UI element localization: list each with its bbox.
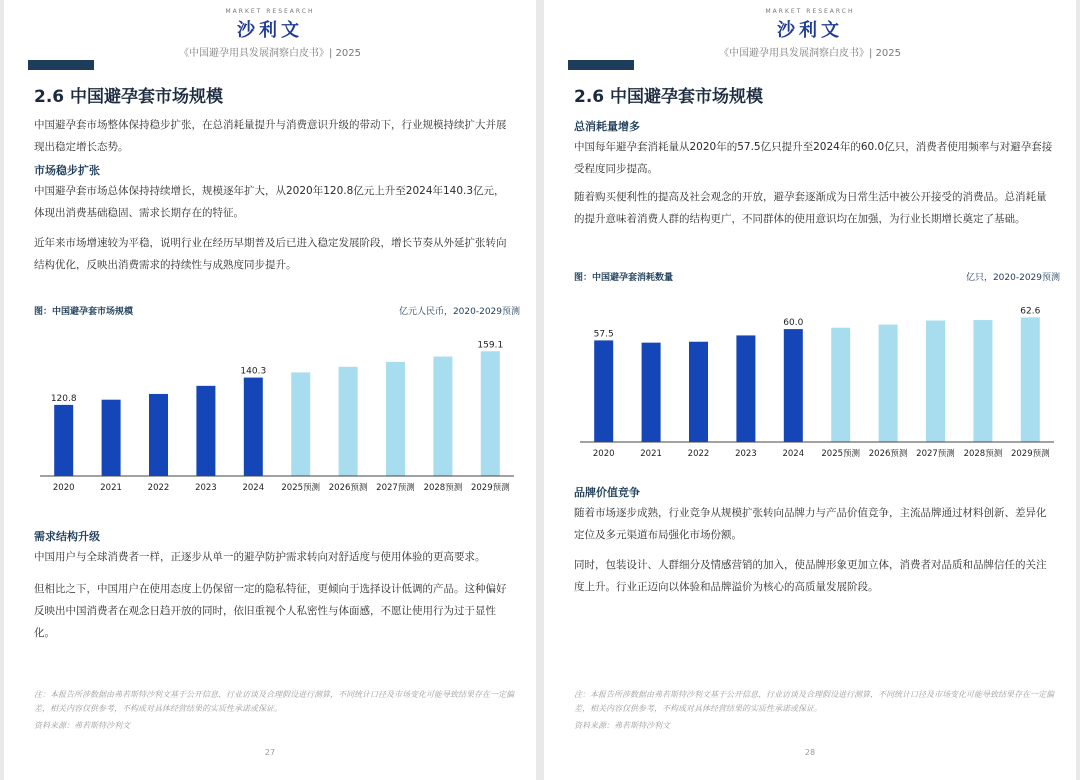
page-left <box>4 0 536 780</box>
bar-2022 <box>149 394 168 476</box>
paragraph-2: 随着购买便利性的提高及社会观念的开放，避孕套逐渐成为日常生活中被公开接受的消费品。总消耗量的提升意味着消费人群的结构更广，不同群体的使用意识均在加强，为行业长期增长奠定了基础。 <box>574 191 1047 225</box>
page-number: 27 <box>264 748 276 757</box>
bar-2028预测 <box>433 357 452 476</box>
x-tick-2024: 2024 <box>242 483 265 493</box>
x-tick-2028预测: 2028预测 <box>423 483 463 493</box>
page-right <box>544 0 1076 780</box>
brand-logo: 沙利文 <box>777 20 843 41</box>
x-tick-2021: 2021 <box>100 483 122 493</box>
subheading-demand-upgrade: 需求结构升级 <box>34 530 100 543</box>
bar-2025预测 <box>831 328 850 442</box>
x-tick-2027预测: 2027预测 <box>376 483 415 493</box>
chart-market-size <box>34 304 520 498</box>
brand-logo: 沙利文 <box>237 20 303 41</box>
paragraph-2: 近年来市场增速较为平稳，说明行业在经历早期普及后已进入稳定发展阶段，增长节奏从外延扩张转向结构优化，反映出消费需求的持续性与成熟度同步提升。 <box>34 237 507 271</box>
intro-paragraph: 中国避孕套市场整体保持稳步扩张，在总消耗量提升与消费意识升级的带动下，行业规模持续扩大并展现出稳定增长态势。 <box>34 119 507 153</box>
subheading-consumption-growth: 总消耗量增多 <box>574 120 640 133</box>
x-tick-2025预测: 2025预测 <box>281 483 321 493</box>
bar-2021 <box>642 343 661 442</box>
accent-bar <box>568 60 634 70</box>
x-tick-2025预测: 2025预测 <box>821 449 861 459</box>
report-subtitle: 《中国避孕用具发展洞察白皮书》| 2025 <box>179 48 361 59</box>
chart-title: 图：中国避孕套市场规模 <box>34 307 134 317</box>
chart-svg <box>34 318 520 498</box>
subheading-brand-competition: 品牌价值竞争 <box>574 486 640 499</box>
data-label-2020: 120.8 <box>50 393 77 404</box>
page-number: 28 <box>804 748 816 757</box>
bar-2021 <box>102 400 121 476</box>
x-tick-2029预测: 2029预测 <box>470 483 510 493</box>
chart-unit: 亿只，2020-2029预测 <box>965 273 1060 283</box>
x-tick-2028预测: 2028预测 <box>963 449 1003 459</box>
x-tick-2024: 2024 <box>782 449 805 459</box>
bar-2026预测 <box>339 367 358 476</box>
bar-2023 <box>736 335 755 442</box>
x-tick-2020: 2020 <box>52 483 75 493</box>
chart-consumption <box>574 270 1060 464</box>
data-label-2029预测: 62.6 <box>1020 306 1041 317</box>
bar-2024 <box>244 378 263 476</box>
paragraph-1: 中国每年避孕套消耗量从2020年的57.5亿只提升至2024年的60.0亿只，消费者使用频率与对避孕套接受程度同步提高。 <box>574 141 1053 175</box>
x-tick-2022: 2022 <box>147 483 170 493</box>
x-tick-2026预测: 2026预测 <box>868 449 908 459</box>
bar-2022 <box>689 342 708 442</box>
bar-2028预测 <box>973 320 992 442</box>
bar-2026预测 <box>879 325 898 442</box>
chart-unit: 亿元人民币，2020-2029预测 <box>398 307 520 317</box>
footnote: 注：本报告所涉数据由弗若斯特沙利文基于公开信息、行业访谈及合理假设进行测算，不同统计口径及市场变化可能导致结果存在一定偏差，相关内容仅供参考，不构成对具体经营结果的实质性承诺或保证。 <box>34 690 514 713</box>
x-tick-2022: 2022 <box>687 449 710 459</box>
accent-bar <box>28 60 94 70</box>
footnote: 注：本报告所涉数据由弗若斯特沙利文基于公开信息、行业访谈及合理假设进行测算，不同统计口径及市场变化可能导致结果存在一定偏差，相关内容仅供参考，不构成对具体经营结果的实质性承诺或保证。 <box>574 690 1054 713</box>
bar-2025预测 <box>291 372 310 476</box>
bar-2024 <box>784 329 803 442</box>
data-label-2020: 57.5 <box>593 329 614 340</box>
x-tick-2020: 2020 <box>592 449 615 459</box>
data-label-2024: 140.3 <box>240 366 267 377</box>
bar-2029预测 <box>481 351 500 476</box>
data-label-2029预测: 159.1 <box>477 340 504 351</box>
report-subtitle: 《中国避孕用具发展洞察白皮书》| 2025 <box>719 48 901 59</box>
chart-svg <box>574 284 1060 464</box>
source-note: 资料来源：弗若斯特沙利文 <box>574 721 670 730</box>
data-label-2024: 60.0 <box>783 318 804 329</box>
paragraph-1: 中国避孕套市场总体保持持续增长，规模逐年扩大，从2020年120.8亿元上升至2024年140.3亿元，体现出消费基础稳固、需求长期存在的特征。 <box>34 185 505 219</box>
logo-tagline: MARKET RESEARCH <box>765 8 855 15</box>
section-title: 2.6 中国避孕套市场规模 <box>574 87 764 107</box>
logo-tagline: MARKET RESEARCH <box>225 8 315 15</box>
subheading-market-growth: 市场稳步扩张 <box>34 164 100 177</box>
section-title: 2.6 中国避孕套市场规模 <box>34 87 224 107</box>
paragraph-3: 随着市场逐步成熟，行业竞争从规模扩张转向品牌力与产品价值竞争，主流品牌通过材料创新、差异化定位及多元渠道布局强化市场份额。 <box>574 507 1047 541</box>
bar-2020 <box>54 405 73 476</box>
x-tick-2023: 2023 <box>735 449 757 459</box>
source-note: 资料来源：弗若斯特沙利文 <box>34 721 130 730</box>
bar-2023 <box>196 386 215 476</box>
paragraph-4: 但相比之下，中国用户在使用态度上仍保留一定的隐私特征，更倾向于选择设计低调的产品。这种偏好反映出中国消费者在观念日趋开放的同时，依旧重视个人私密性与体面感，不愿让使用行为过于显性化。 <box>34 583 507 639</box>
bar-2020 <box>594 340 613 442</box>
paragraph-3: 中国用户与全球消费者一样，正逐步从单一的避孕防护需求转向对舒适度与使用体验的更高要求。 <box>34 551 486 563</box>
bar-2029预测 <box>1021 317 1040 442</box>
x-tick-2029预测: 2029预测 <box>1010 449 1050 459</box>
bar-2027预测 <box>386 362 405 476</box>
bar-2027预测 <box>926 321 945 442</box>
paragraph-4: 同时，包装设计、人群细分及情感营销的加入，使品牌形象更加立体，消费者对品质和品牌信任的关注度上升。行业正迈向以体验和品牌溢价为核心的高质量发展阶段。 <box>574 559 1047 593</box>
x-tick-2026预测: 2026预测 <box>328 483 368 493</box>
x-tick-2021: 2021 <box>640 449 662 459</box>
x-tick-2027预测: 2027预测 <box>916 449 955 459</box>
chart-title: 图：中国避孕套消耗数量 <box>574 273 674 283</box>
x-tick-2023: 2023 <box>195 483 217 493</box>
